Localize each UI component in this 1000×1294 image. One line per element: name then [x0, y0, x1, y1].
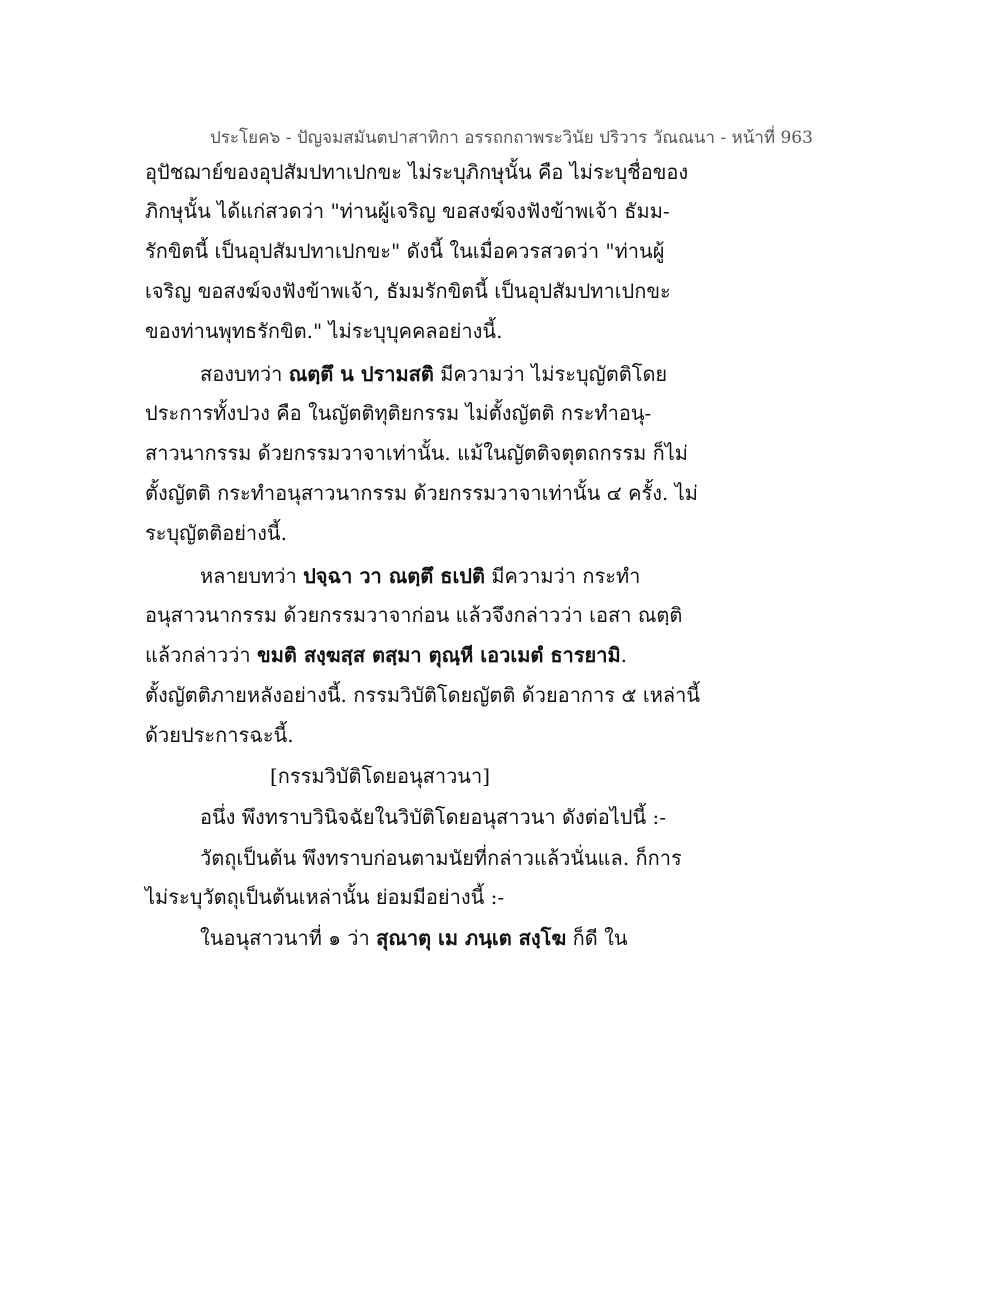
pali-term: ปจฺฉา วา ณตฺตึ ธเปติ [303, 564, 485, 588]
body-line: สาวนากรรม ด้วยกรรมวาจาเท่านั้น. แม้ในญัตติจตุตถกรรม ก็ไม่ [145, 441, 688, 465]
paragraph-first-line: วัตถุเป็นต้น พึงทราบก่อนตามนัยที่กล่าวแล้วนั่นแล. ก็การ [200, 846, 682, 870]
body-line: ระบุญัตติอย่างนี้. [145, 521, 287, 545]
body-line: อนุสาวนากรรม ด้วยกรรมวาจาก่อน แล้วจึงกล่าวว่า เอสา ณตฺติ [145, 603, 683, 627]
line-text: สองบทว่า [200, 362, 289, 386]
line-text: มีความว่า ไม่ระบุญัตติโดย [433, 362, 668, 386]
body-line: ของท่านพุทธรักขิต." ไม่ระบุบุคคลอย่างนี้. [145, 319, 503, 343]
line-text: ในอนุสาวนาที่ ๑ ว่า [200, 926, 377, 950]
pali-term: ณตฺตึ น ปรามสติ [288, 362, 434, 386]
line-text: หลายบทว่า [200, 564, 304, 588]
body-line: เจริญ ขอสงฆ์จงฟังข้าพเจ้า, ธัมมรักขิตนี้ เป็นอุปสัมปทาเปกขะ [145, 279, 671, 303]
body-line: ตั้งญัตติภายหลังอย่างนี้. กรรมวิบัติโดยญัตติ ด้วยอาการ ๕ เหล่านี้ [145, 683, 701, 707]
body-line: ด้วยประการฉะนี้. [145, 723, 294, 747]
body-line: ไม่ระบุวัตถุเป็นต้นเหล่านั้น ย่อมมีอย่างนี้ :- [145, 885, 505, 909]
section-heading: [กรรมวิบัติโดยอนุสาวนา] [270, 764, 490, 788]
paragraph-first-line [200, 926, 720, 950]
body-line [145, 643, 705, 667]
paragraph-first-line [200, 564, 720, 588]
line-text: แล้วกล่าวว่า [145, 643, 258, 667]
line-text: มีความว่า กระทำ [484, 564, 641, 588]
paragraph-first-line [200, 362, 720, 386]
paragraph-first-line: อนึ่ง พึงทราบวินิจฉัยในวิบัติโดยอนุสาวนา ดังต่อไปนี้ :- [200, 805, 667, 829]
line-text: . [620, 643, 628, 667]
pali-term: ขมติ สงฺฆสฺส ตสฺมา ตุณฺหี เอวเมตํ ธารยามิ [257, 643, 621, 667]
line-text: ก็ดี ใน [566, 926, 628, 950]
body-line: อุปัชฌาย์ของอุปสัมปทาเปกขะ ไม่ระบุภิกษุนั้น คือ ไม่ระบุชื่อของ [145, 160, 689, 184]
body-line: รักขิตนี้ เป็นอุปสัมปทาเปกขะ" ดังนี้ ในเมื่อควรสวดว่า "ท่านผู้ [145, 239, 665, 263]
body-line: ตั้งญัตติ กระทำอนุสาวนากรรม ด้วยกรรมวาจาเท่านั้น ๔ ครั้ง. ไม่ [145, 481, 698, 505]
running-header: ประโยค๖ - ปัญจมสมันตปาสาทิกา อรรถกถาพระวินัย ปริวาร วัณณนา - หน้าที่ 963 [210, 128, 813, 148]
pali-term: สุณาตุ เม ภนฺเต สงฺโฆ [376, 926, 567, 950]
body-line: ประการทั้งปวง คือ ในญัตติทุติยกรรม ไม่ตั้งญัตติ กระทำอนุ- [145, 401, 652, 425]
body-line: ภิกษุนั้น ได้แก่สวดว่า "ท่านผู้เจริญ ขอสงฆ์จงฟังข้าพเจ้า ธัมม- [145, 199, 670, 223]
